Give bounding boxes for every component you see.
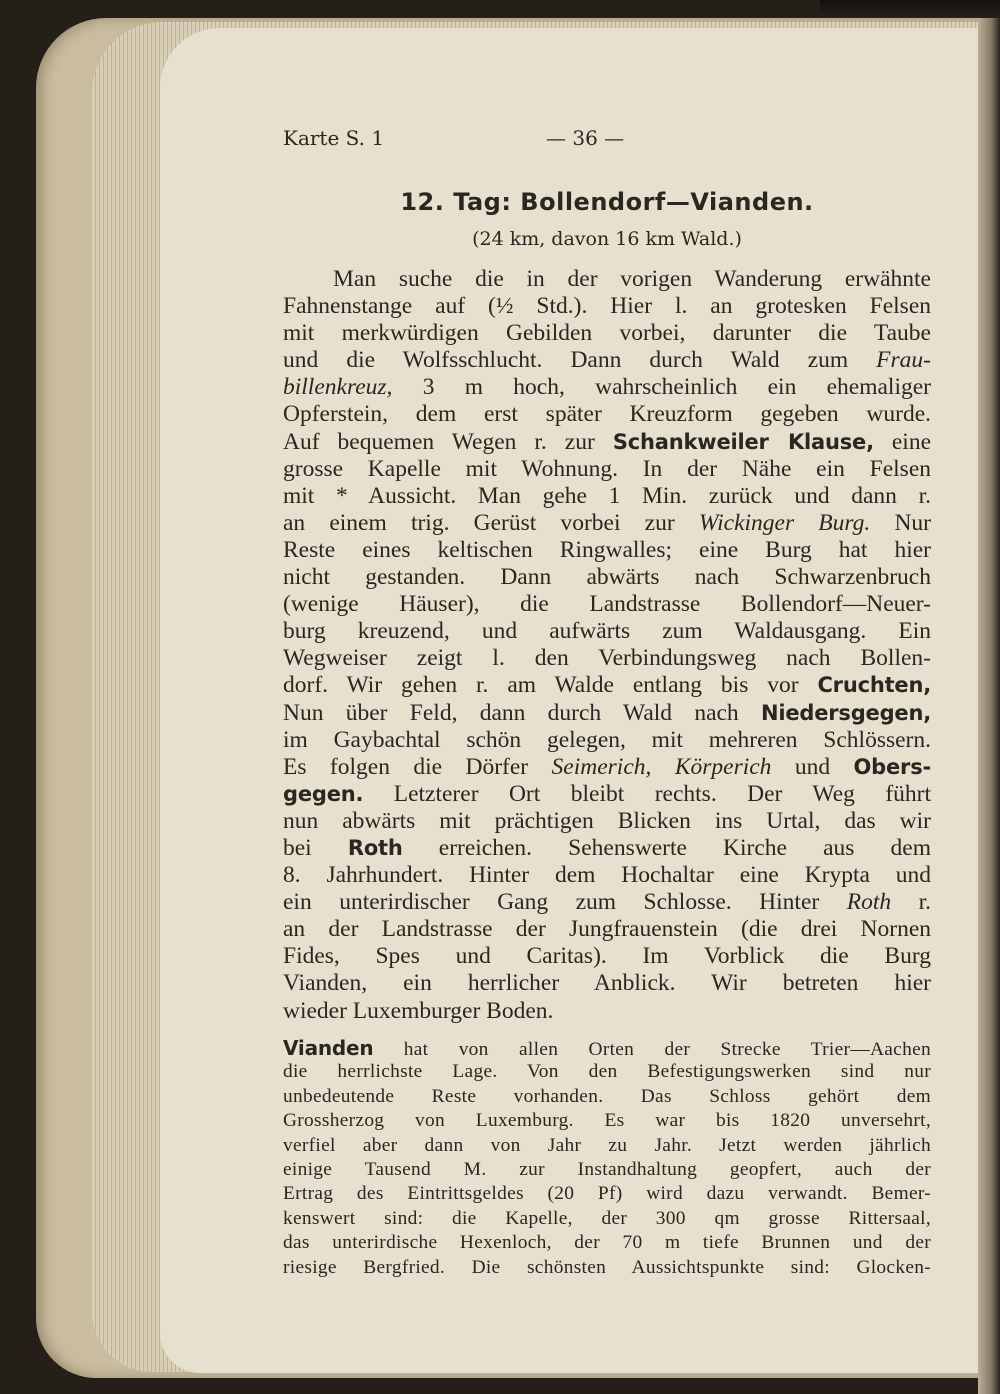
note-line: Grossherzog von Luxemburg. Es war bis 1820 unversehrt, (283, 1110, 931, 1132)
place-name: Niedersgegen, (760, 700, 931, 725)
note-line: riesige Bergfried. Die schönsten Aussichtspunkte sind: Glocken- (283, 1256, 931, 1278)
place-name: Vianden (283, 1036, 374, 1060)
text-line: an einem trig. Gerüst vorbei zur Wickinger Burg. Nur (283, 509, 931, 536)
text-line: (wenige Häuser), die Landstrasse Bollendorf—Neuer- (283, 591, 931, 618)
book-gutter (978, 18, 1000, 1394)
text-line: billenkreuz, 3 m hoch, wahrscheinlich ein ehemaliger (283, 374, 931, 401)
text-line: Wegweiser zeigt l. den Verbindungsweg nach Bollen- (283, 645, 931, 672)
note-line: einige Tausend M. zur Instandhaltung geopfert, auch der (283, 1158, 931, 1180)
text-line: mit merkwürdigen Gebilden vorbei, darunter die Taube (283, 320, 931, 347)
text-line: mit * Aussicht. Man gehe 1 Min. zurück und dann r. (283, 482, 931, 509)
running-header (283, 126, 931, 156)
text-line: 8. Jahrhundert. Hinter dem Hochaltar eine Krypta und (283, 862, 931, 889)
place-name: Seimerich, (551, 753, 652, 780)
note-line: verfiel aber dann von Jahr zu Jahr. Jetzt werden jährlich (283, 1134, 931, 1156)
text-line: und die Wolfsschlucht. Dann durch Wald zum Frau- (283, 347, 931, 374)
place-name: billenkreuz, (283, 374, 393, 401)
text-line: Fides, Spes und Caritas). Im Vorblick die Burg (283, 943, 931, 970)
note-line: das unterirdische Hexenloch, der 70 m tiefe Brunnen und der (283, 1232, 931, 1254)
text-line: Auf bequemen Wegen r. zur Schankweiler Klause, eine (283, 428, 932, 455)
place-name: Roth (347, 835, 403, 860)
place-name: Roth (846, 889, 892, 916)
place-name: Cruchten, (817, 673, 931, 698)
text-line: Opferstein, dem erst später Kreuzform gegeben wurde. (283, 401, 931, 428)
text-line: burg kreuzend, und aufwärts zum Waldausgang. Ein (283, 618, 931, 645)
body-text (283, 266, 931, 1025)
text-line: ein unterirdischer Gang zum Schlosse. Hinter Roth r. (283, 889, 932, 916)
chapter-title: 12. Tag: Bollendorf—Vianden. (400, 188, 814, 216)
text-line: Nun über Feld, dann durch Wald nach Niedersgegen, (283, 699, 931, 726)
text-line: gegen. Letzterer Ort bleibt rechts. Der Weg führt (283, 780, 931, 807)
map-reference: Karte S. 1 (283, 126, 385, 150)
text-line: im Gaybachtal schön gelegen, mit mehreren Schlössern. (283, 726, 931, 753)
place-name: Obers- (853, 754, 932, 779)
text-line: bei Roth erreichen. Sehenswerte Kirche aus dem (283, 834, 932, 861)
note-line: die herrlichste Lage. Von den Befestigungswerken sind nur (283, 1061, 931, 1083)
chapter-subtitle: (24 km, davon 16 km Wald.) (472, 228, 742, 250)
note-line: unbedeutende Reste vorhanden. Das Schloss gehört dem (283, 1085, 931, 1107)
text-line: wieder Luxemburger Boden. (283, 997, 554, 1024)
note-line: kenswert sind: die Kapelle, der 300 qm grosse Rittersaal, (283, 1207, 931, 1229)
text-line: Vianden, ein herrlicher Anblick. Wir betreten hier (283, 970, 931, 997)
text-line: Es folgen die Dörfer Seimerich, Körperich und Obers- (283, 753, 932, 780)
note-line: Vianden hat von allen Orten der Strecke Trier—Aachen (283, 1036, 931, 1060)
note-text (283, 1036, 931, 1280)
text-line: Fahnenstange auf (½ Std.). Hier l. an grotesken Felsen (283, 293, 931, 320)
place-name: Frau- (876, 347, 931, 374)
text-line: nicht gestanden. Dann abwärts nach Schwarzenbruch (283, 564, 931, 591)
place-name: Schankweiler Klause, (612, 429, 874, 454)
text-line: dorf. Wir gehen r. am Walde entlang bis vor Cruchten, (283, 672, 931, 699)
note-line: Ertrag des Eintrittsgeldes (20 Pf) wird dazu verwandt. Bemer- (283, 1183, 931, 1205)
place-name: Körperich (674, 753, 772, 780)
place-name: gegen. (283, 781, 364, 806)
text-line: Man suche die in der vorigen Wanderung erwähnte (333, 266, 931, 292)
text-line: an der Landstrasse der Jungfrauenstein (die drei Nornen (283, 916, 931, 943)
text-line: Reste eines keltischen Ringwalles; eine Burg hat hier (283, 536, 931, 563)
place-name: Wickinger Burg. (698, 509, 871, 536)
page-number: — 36 — (546, 126, 625, 150)
text-line: grosse Kapelle mit Wohnung. In der Nähe ein Felsen (283, 455, 931, 482)
text-line: nun abwärts mit prächtigen Blicken ins Urtal, das wir (283, 807, 931, 834)
